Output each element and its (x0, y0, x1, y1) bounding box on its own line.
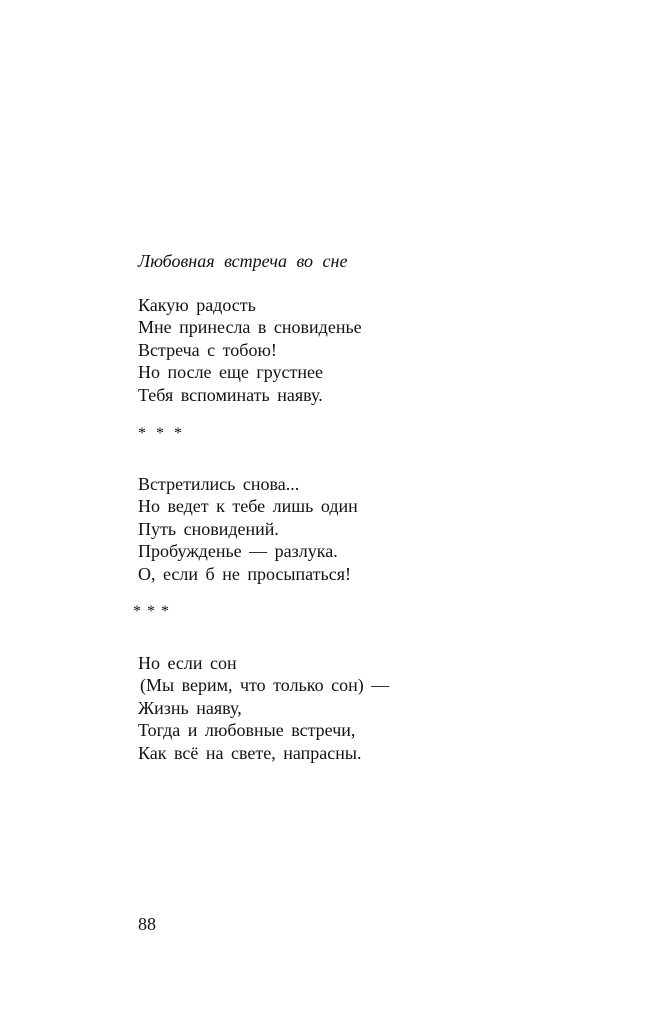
stanza-2 (138, 473, 358, 585)
poem-line: (Мы верим, что только сон) — (140, 675, 390, 696)
poem-line: Жизнь наяву, (138, 697, 242, 718)
stanza-separator: * * * (138, 425, 182, 442)
poem-line: Но ведет к тебе лишь один (138, 496, 358, 517)
poem-line: Тогда и любовные встречи, (138, 720, 356, 741)
page-number: 88 (138, 914, 156, 934)
stanza-1 (138, 294, 362, 406)
poem-line: Но если сон (138, 653, 237, 673)
poem-line: Пробужденье — разлука. (138, 541, 338, 562)
poem-line: Встреча с тобою! (138, 339, 277, 360)
poem-line: Мне принесла в сновиденье (138, 317, 362, 338)
poem-line: Какую радость (138, 295, 256, 315)
poem-title: Любовная встреча во сне (138, 251, 348, 271)
poem-line: О, если б не просыпаться! (138, 563, 351, 584)
stanza-3 (138, 652, 389, 764)
poem-line: Тебя вспоминать наяву. (138, 384, 323, 405)
poem-line: Как всё на свете, напрасны. (138, 742, 362, 763)
poem-line: Но после еще грустнее (138, 362, 323, 383)
poem-line: Путь сновидений. (138, 518, 279, 539)
poem-line: Встретились снова... (138, 474, 300, 494)
stanza-separator: * * * (133, 603, 169, 620)
